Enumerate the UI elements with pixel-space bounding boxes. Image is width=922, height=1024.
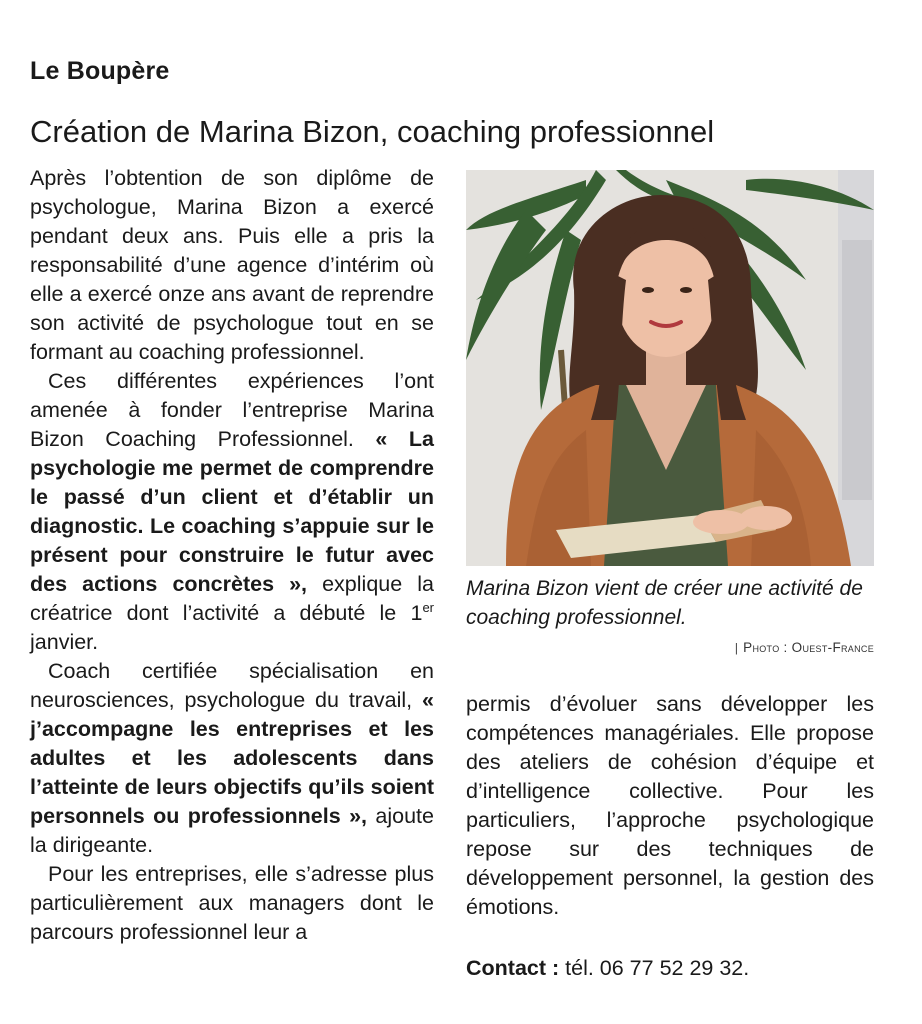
credit-text: Photo : Ouest-France [743,640,874,655]
article-column-right [466,690,874,922]
contact-phone: tél. 06 77 52 29 32. [559,956,750,980]
paragraph-2-quote: « La psychologie me permet de comprendre le passé d’un client et d’établir un diagnostic. Le coaching s’appuie sur le présent pour construire le futur avec des actions concrètes », [30,427,434,596]
ordinal-suffix: er [422,600,434,615]
credit-separator: | [734,643,739,655]
contact-line [466,954,874,983]
portrait-photo [466,170,874,566]
paragraph-3-quote: « j’accompagne les entreprises et les adultes et les adolescents dans l’atteinte de leurs objectifs qu’ils soient personnels ou professionnels », [30,688,434,828]
article-column-left [30,164,434,947]
paragraph-4-start: Pour les entreprises, elle s’adresse plus particulièrement aux managers dont le parcours professionnel leur a [30,862,434,944]
photo-caption: Marina Bizon vient de créer une activité de coaching professionnel. [466,577,863,629]
section-kicker: Le Boupère [30,57,170,85]
paragraph-3-intro: Coach certifiée spécialisation en neurosciences, psychologue du travail, [30,659,434,712]
paragraph-3-after: ajoute la dirigeante. [30,804,434,857]
paragraph-2-after: explique la créatrice dont l’activité a débuté le 1 [30,572,434,625]
portrait-illustration [466,170,874,566]
paragraph-3 [30,657,434,860]
photo-credit [735,640,874,655]
paragraph-2-intro: Ces différentes expériences l’ont amenée à fonder l’entreprise Marina Bizon Coaching Professionnel. [30,369,434,451]
paragraph-2-end: janvier. [30,630,99,654]
paragraph-1: Après l’obtention de son diplôme de psychologue, Marina Bizon a exercé pendant deux ans. Puis elle a pris la responsabilité d’une agence d’intérim où elle a exercé onze ans avant de reprendre son activité de psychologue tout en se formant au coaching professionnel. [30,166,434,364]
paragraph-4-continued: permis d’évoluer sans développer les compétences managériales. Elle propose des ateliers de cohésion d’équipe et d’intelligence collective. Pour les particuliers, l’approche psychologique repose sur des techniques de développement personnel, la gestion des émotions. [466,692,874,919]
article-headline: Création de Marina Bizon, coaching professionnel [30,114,715,149]
paragraph-2 [30,367,434,657]
contact-label: Contact : [466,956,560,980]
